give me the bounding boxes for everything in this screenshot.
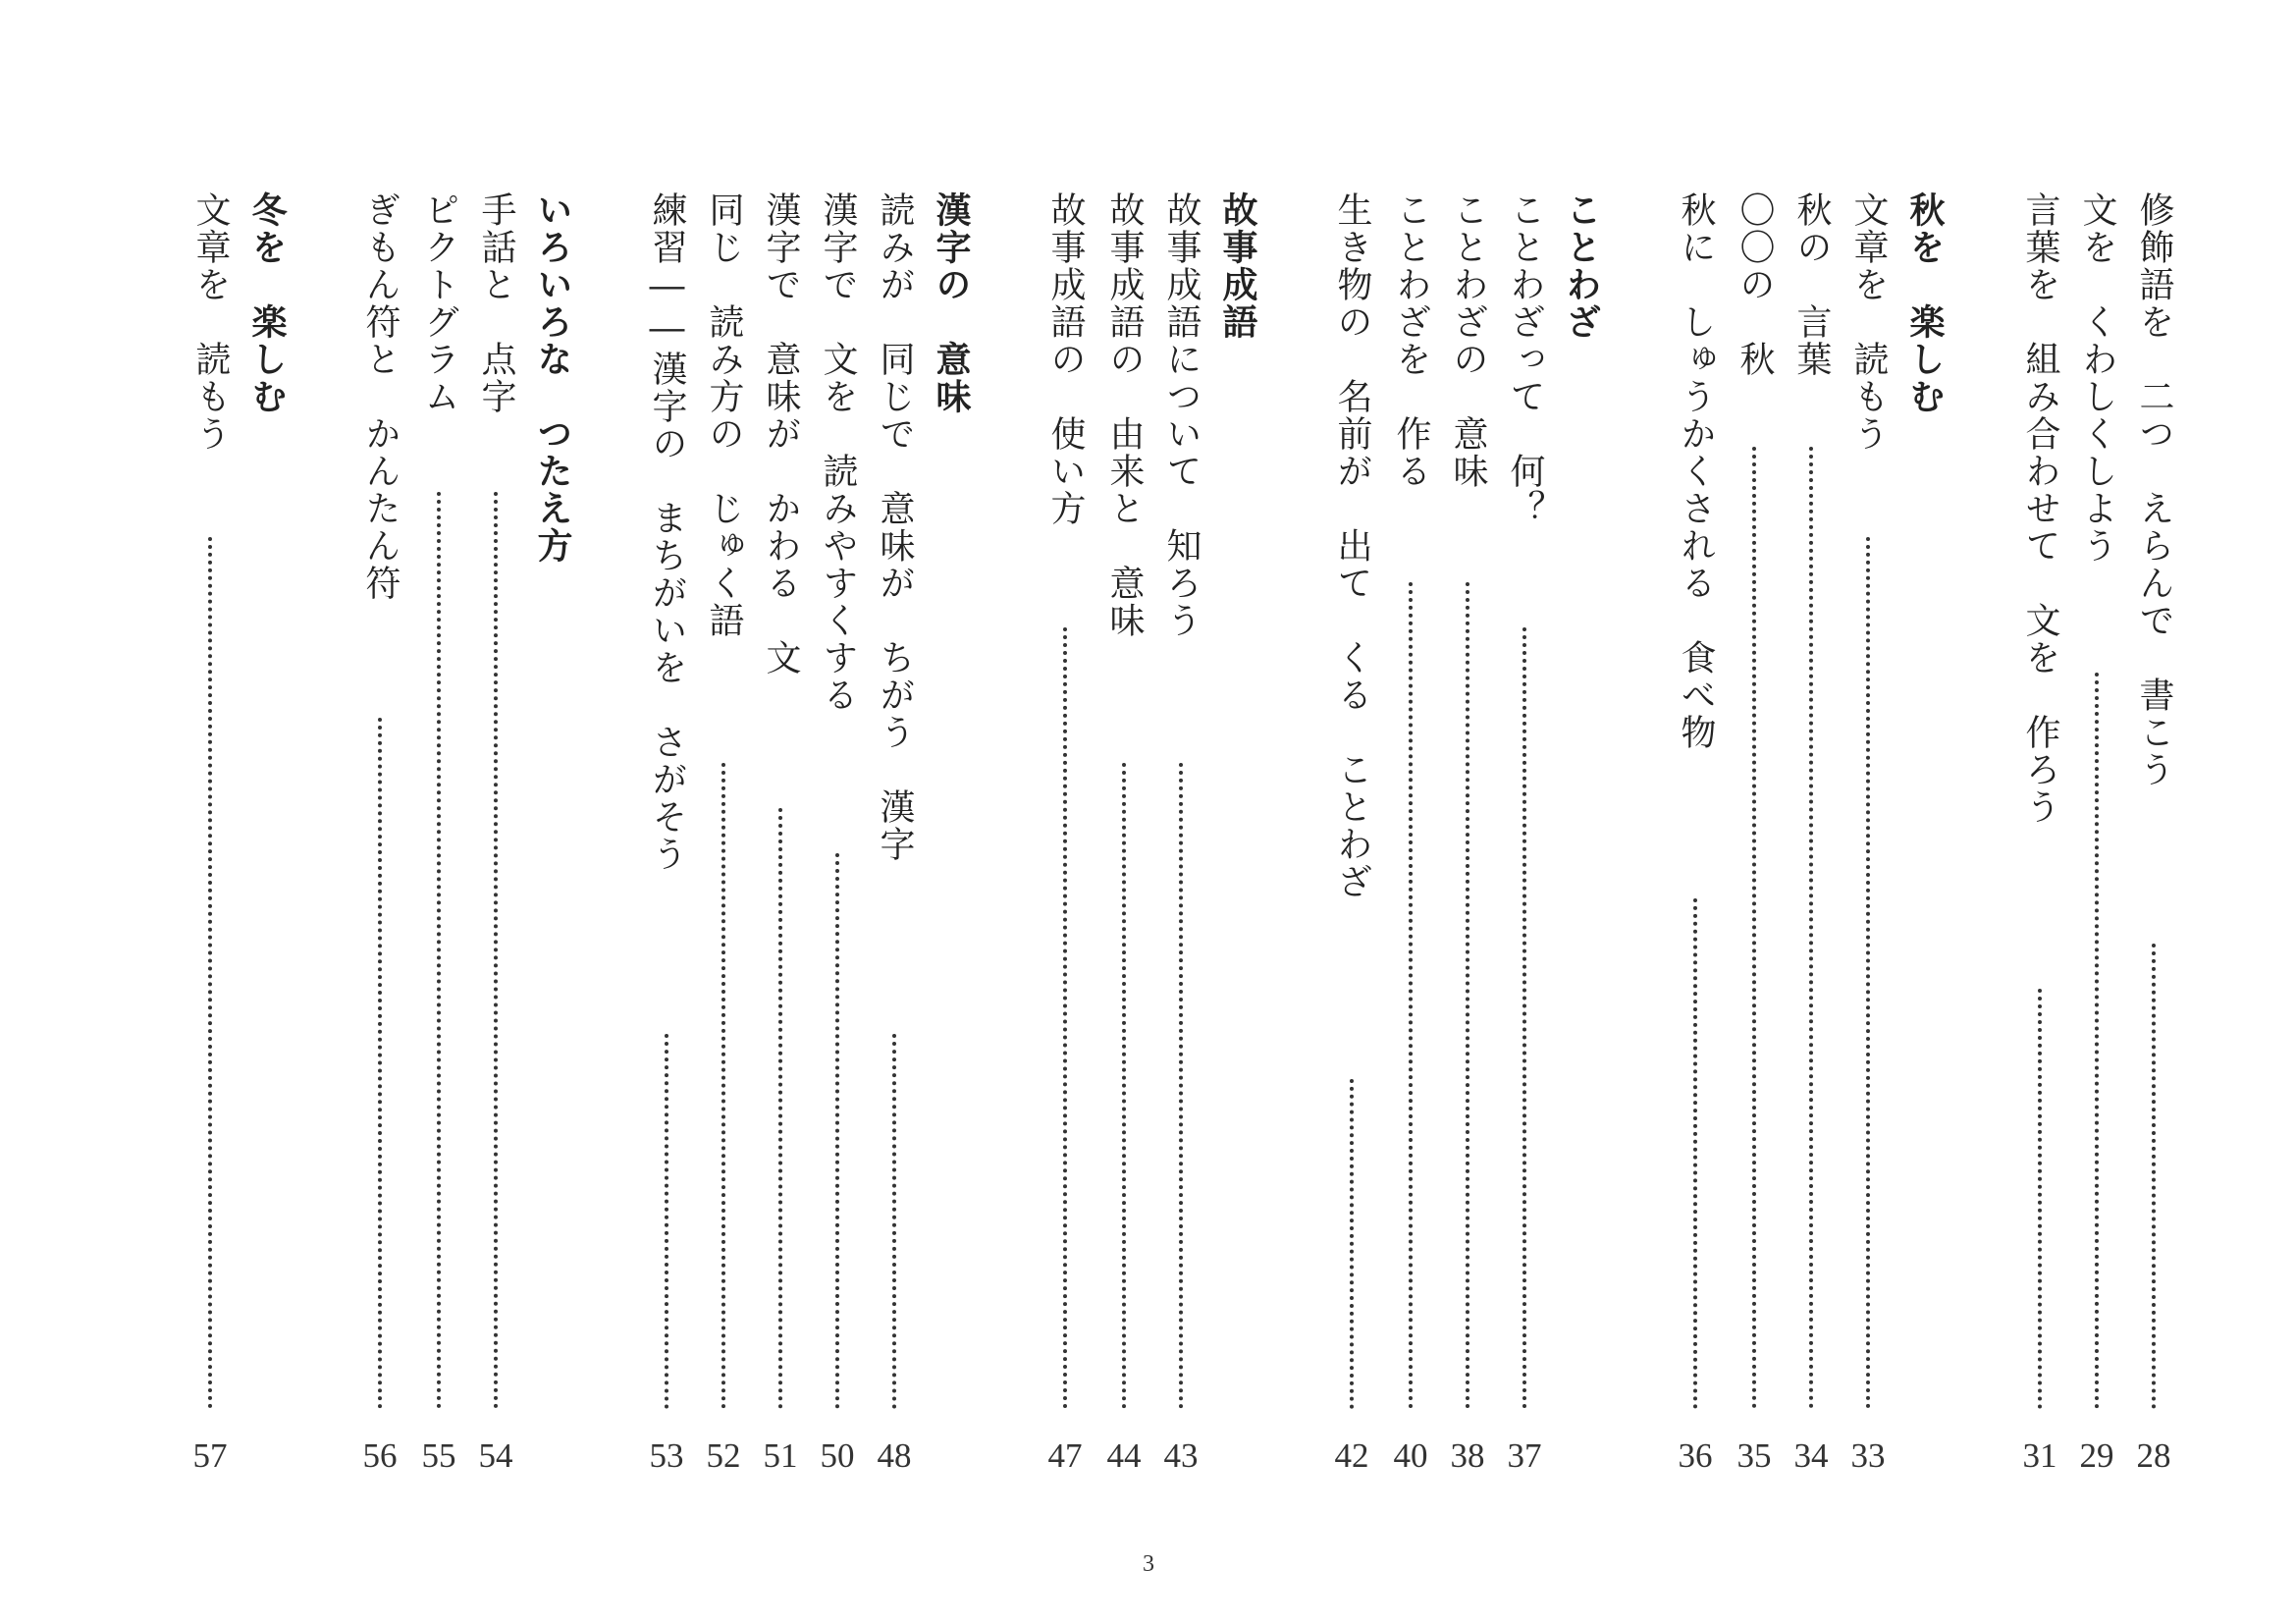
toc-entry (1733, 191, 1776, 1497)
toc-page-number: 47 (1047, 1436, 1083, 1475)
toc-entry (358, 191, 401, 1497)
dot-leader (494, 492, 498, 1409)
toc-entry-title: 漢字で 意味が かわる 文 (761, 191, 801, 677)
toc-page-number: 44 (1106, 1436, 1142, 1475)
toc-entry-title: 〇〇の 秋 (1735, 191, 1775, 378)
toc-entry (2132, 191, 2175, 1497)
toc-page-number: 56 (362, 1436, 398, 1475)
section-heading-text: ことわざ (1561, 191, 1602, 341)
toc-entry-title: 練習――漢字の まちがいを さがそう (647, 191, 687, 873)
dot-leader (665, 1034, 668, 1409)
toc-page-number: 42 (1334, 1436, 1369, 1475)
toc-page-number: 55 (421, 1436, 456, 1475)
toc-entry-title: 読みが 同じで 意味が ちがう 漢字 (875, 191, 915, 863)
toc-page-number: 43 (1163, 1436, 1199, 1475)
toc-entry-title: ことわざを 作る (1391, 191, 1431, 490)
toc-entry (759, 191, 802, 1497)
toc-entry-title: 故事成語の 由来と 意味 (1104, 191, 1145, 639)
toc-page-number: 51 (763, 1436, 798, 1475)
section-heading (1216, 191, 1259, 1497)
toc-entry-title: 修飾語を 二つ えらんで 書こう (2134, 191, 2174, 788)
dot-leader (378, 718, 382, 1409)
toc-page-number: 28 (2136, 1436, 2171, 1475)
toc-entry (702, 191, 745, 1497)
toc-entry (1159, 191, 1202, 1497)
toc-page-number: 29 (2079, 1436, 2114, 1475)
dot-leader (1693, 898, 1697, 1409)
dot-leader (1466, 582, 1469, 1409)
toc-entry-title: 同じ 読み方の じゅく語 (704, 191, 744, 639)
toc-entry (816, 191, 859, 1497)
dot-leader (1522, 627, 1526, 1409)
dot-leader (1179, 763, 1183, 1409)
dot-leader (1350, 1079, 1354, 1409)
toc-entry (1846, 191, 1890, 1497)
section-heading (1903, 191, 1947, 1497)
toc-entry-title: 秋の 言葉 (1791, 191, 1832, 378)
toc-entry-title: 文章を 読もう (1848, 191, 1889, 453)
section-heading-text: 漢字の 意味 (931, 191, 972, 415)
toc-entry-title: ピクトグラム (419, 191, 459, 415)
section-heading-text: 故事成語 (1217, 191, 1258, 341)
toc-page-number: 50 (820, 1436, 855, 1475)
toc-entry (1330, 191, 1373, 1497)
toc-page-number: 38 (1450, 1436, 1485, 1475)
section-heading-text: 秋を 楽しむ (1904, 191, 1946, 415)
toc-entry-title: 故事成語について 知ろう (1161, 191, 1201, 639)
toc-page-number: 57 (192, 1436, 228, 1475)
toc-page-number: 36 (1678, 1436, 1713, 1475)
toc-entry-title: 生き物の 名前が 出て くる ことわざ (1332, 191, 1372, 900)
section-heading (1560, 191, 1603, 1497)
section-heading-text: 冬を 楽しむ (246, 191, 288, 415)
dot-leader (1866, 537, 1870, 1409)
toc-entry-title: ぎもん符と かんたん符 (360, 191, 400, 602)
dot-leader (1809, 447, 1813, 1409)
dot-leader (1063, 627, 1067, 1409)
toc-entry (1043, 191, 1087, 1497)
toc-entry (1446, 191, 1489, 1497)
toc-entry (1389, 191, 1432, 1497)
toc-entry-title: ことわざの 意味 (1448, 191, 1488, 490)
dot-leader (1409, 582, 1413, 1409)
toc-entry-title: 文章を 読もう (190, 191, 231, 453)
dot-leader (721, 763, 725, 1409)
toc-entry (873, 191, 916, 1497)
toc-entry-title: 秋に しゅうかくされる 食べ物 (1676, 191, 1716, 751)
dot-leader (1122, 763, 1126, 1409)
toc-page-number: 35 (1736, 1436, 1772, 1475)
toc-entry (645, 191, 688, 1497)
dot-leader (2152, 944, 2156, 1409)
toc-entry-title: 故事成語の 使い方 (1045, 191, 1086, 527)
toc-page-number: 33 (1850, 1436, 1886, 1475)
toc-page-number: 54 (478, 1436, 513, 1475)
toc-entry (188, 191, 232, 1497)
dot-leader (208, 537, 212, 1409)
toc-page-number: 48 (877, 1436, 912, 1475)
dot-leader (892, 1034, 896, 1409)
toc-page-number: 53 (649, 1436, 684, 1475)
toc-entry-title: 言葉を 組み合わせて 文を 作ろう (2020, 191, 2060, 826)
toc-entry-title: 漢字で 文を 読みやすくする (818, 191, 858, 714)
toc-entry (1503, 191, 1546, 1497)
toc-entry (2018, 191, 2061, 1497)
toc-entry-title: ことわざって 何？ (1505, 191, 1545, 527)
toc-entry (2075, 191, 2118, 1497)
toc-entry-title: 手話と 点字 (476, 191, 516, 415)
toc-page-number: 31 (2022, 1436, 2057, 1475)
toc-entry (474, 191, 517, 1497)
toc-entry (417, 191, 460, 1497)
dot-leader (2038, 989, 2042, 1409)
toc-page-number: 37 (1507, 1436, 1542, 1475)
toc-page-number: 52 (706, 1436, 741, 1475)
dot-leader (835, 853, 839, 1409)
toc-entry (1674, 191, 1717, 1497)
toc-entry (1102, 191, 1146, 1497)
dot-leader (1752, 447, 1756, 1409)
toc-entry-title: 文を くわしくしよう (2077, 191, 2117, 565)
dot-leader (2095, 673, 2099, 1409)
section-heading (245, 191, 289, 1497)
page-number: 3 (1143, 1551, 1154, 1577)
section-heading (930, 191, 973, 1497)
toc-page-number: 34 (1793, 1436, 1829, 1475)
dot-leader (778, 808, 782, 1409)
toc-entry (1789, 191, 1833, 1497)
toc-page-number: 40 (1393, 1436, 1428, 1475)
dot-leader (437, 492, 441, 1409)
section-heading (531, 191, 574, 1497)
section-heading-text: いろいろな つたえ方 (532, 191, 573, 565)
